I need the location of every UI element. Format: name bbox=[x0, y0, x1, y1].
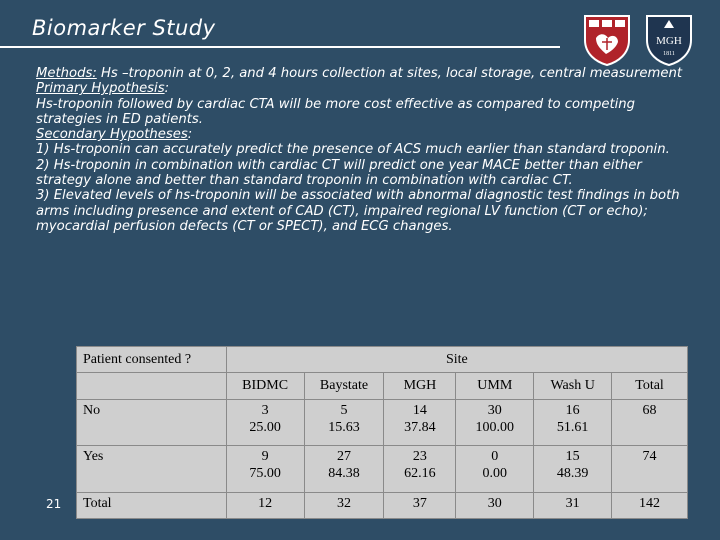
column-header: Wash U bbox=[534, 373, 612, 399]
hypothesis-2: 2) Hs-troponin in combination with cardiac CT will predict one year MACE better than either strategy alone and better than standard troponin in combination with cardiac CT. bbox=[36, 157, 642, 189]
row-total: 68 bbox=[612, 399, 688, 446]
primary-hypothesis-heading: Primary Hypothesis: bbox=[36, 81, 170, 97]
table-header-row bbox=[77, 347, 688, 373]
table-cell: 31 bbox=[534, 492, 612, 518]
table-row bbox=[77, 446, 688, 493]
primary-label: Primary Hypothesis bbox=[36, 81, 165, 97]
table-cell: 30 100.00 bbox=[456, 399, 534, 446]
site-header-cell: Site bbox=[226, 347, 687, 373]
title-divider bbox=[0, 46, 560, 48]
table-cell: 32 bbox=[304, 492, 384, 518]
row-header-cell: Patient consented ? bbox=[77, 347, 227, 373]
column-header: BIDMC bbox=[226, 373, 304, 399]
table-cell: 15 48.39 bbox=[534, 446, 612, 493]
mgh-logo bbox=[644, 14, 694, 66]
table-cell: 16 51.61 bbox=[534, 399, 612, 446]
table-cell: 9 75.00 bbox=[226, 446, 304, 493]
table-cell: 23 62.16 bbox=[384, 446, 456, 493]
secondary-hypotheses-heading: Secondary Hypotheses: bbox=[36, 127, 193, 143]
slide-title: Biomarker Study bbox=[32, 16, 216, 40]
row-label: Total bbox=[77, 492, 227, 518]
column-header: Total bbox=[612, 373, 688, 399]
methods-text: Hs –troponin at 0, 2, and 4 hours collection at sites, local storage, central measurement bbox=[96, 66, 682, 81]
harvard-shield-logo bbox=[582, 14, 632, 66]
hypothesis-1: 1) Hs-troponin can accurately predict the presence of ACS much earlier than standard troponin. bbox=[36, 142, 670, 158]
methods-label: Methods: bbox=[36, 66, 97, 81]
table-cell: 0 0.00 bbox=[456, 446, 534, 493]
row-total: 142 bbox=[612, 492, 688, 518]
secondary-label: Secondary Hypotheses bbox=[36, 127, 188, 143]
column-header: MGH bbox=[384, 373, 456, 399]
mgh-logo-year: 1811 bbox=[663, 51, 675, 57]
page-number: 21 bbox=[46, 497, 62, 511]
column-header: Baystate bbox=[304, 373, 384, 399]
table-cell: 27 84.38 bbox=[304, 446, 384, 493]
primary-hypothesis-text: Hs-troponin followed by cardiac CTA will be more cost effective as compared to competing strategies in ED patients. bbox=[36, 96, 636, 127]
table-cell: 37 bbox=[384, 492, 456, 518]
row-total: 74 bbox=[612, 446, 688, 493]
table-cell: 30 bbox=[456, 492, 534, 518]
row-label: No bbox=[77, 399, 227, 446]
table-row bbox=[77, 492, 688, 518]
table-cell: 5 15.63 bbox=[304, 399, 384, 446]
hypothesis-3: 3) Elevated levels of hs-troponin will be associated with abnormal diagnostic test findings in both arms including presence and extent of CAD (CT), impaired regional LV function (CT or echo); myocardial perfusion defects (CT or SPECT), and ECG changes. bbox=[36, 188, 680, 234]
row-label: Yes bbox=[77, 446, 227, 493]
column-header: UMM bbox=[456, 373, 534, 399]
table-row bbox=[77, 399, 688, 446]
table-cell: 14 37.84 bbox=[384, 399, 456, 446]
table-cell: 12 bbox=[226, 492, 304, 518]
consent-table bbox=[76, 346, 688, 519]
mgh-logo-text: MGH bbox=[656, 35, 682, 47]
study-description bbox=[36, 66, 692, 234]
table-columns-row bbox=[77, 373, 688, 399]
empty-corner-cell bbox=[77, 373, 227, 399]
methods-paragraph bbox=[36, 66, 692, 81]
table-cell: 3 25.00 bbox=[226, 399, 304, 446]
